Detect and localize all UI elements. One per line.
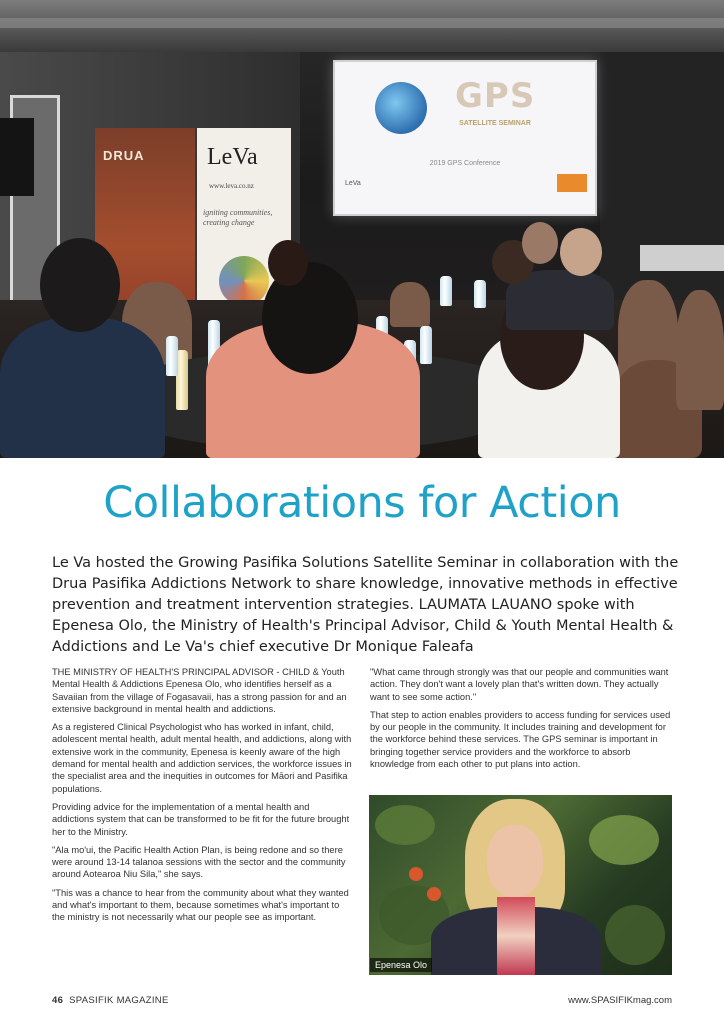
projector-screen xyxy=(333,60,597,216)
orange-logo-icon xyxy=(557,174,587,192)
footer-left xyxy=(52,995,169,1006)
screen-title: GPS xyxy=(455,76,536,116)
water-bottle xyxy=(474,280,486,308)
body-paragraph: That step to action enables providers to access funding for services used by our people in the community. It includes training and development for the workforce behind these services. The GPS seminar is important in bringing together service providers and the workforce to absorb knowledge from each other to put plans into action. xyxy=(370,709,671,770)
page-number: 46 xyxy=(52,995,64,1006)
body-paragraph: "This was a chance to hear from the community about what they wanted and what's important to them, because sometimes what's important to the ministry is not necessarily what our people see as important. xyxy=(52,887,349,923)
mandala-icon xyxy=(219,256,269,306)
body-paragraph: "Ala mo'ui, the Pacific Health Action Plan, is being redone and so there were around 13-14 talanoa sessions with the sector and the community around Aotearoa Niu Sila," she says. xyxy=(52,844,346,880)
conference-photo xyxy=(0,0,724,458)
portrait-caption: Epenesa Olo xyxy=(370,958,432,972)
body-paragraph: As a registered Clinical Psychologist who has worked in infant, child, adolescent mental health, adult mental health, and addictions, along with extensive work in the community, Epenesa is keenly aware of the high demand for mental health and addiction services, the workforce issues in the specialist area and the inequities in outcomes for Māori and Pasifika populations. xyxy=(52,722,352,794)
body-paragraph: THE MINISTRY OF HEALTH'S PRINCIPAL ADVISOR - CHILD & Youth Mental Health & Addictions Epenesa Olo, who identifies herself as a Savaiian from the village of Fogasavaii, has a strong passion for and an extensive background in mental health and addictions. xyxy=(52,667,347,714)
leva-banner-title: LeVa xyxy=(207,144,258,170)
portrait-scarf xyxy=(497,897,535,975)
footer-website: www.SPASIFIKmag.com xyxy=(568,995,672,1006)
screen-logo: LeVa xyxy=(345,180,361,187)
portrait-face xyxy=(487,825,543,897)
globe-logo-icon xyxy=(375,82,427,134)
water-bottle xyxy=(440,276,452,306)
portrait-photo xyxy=(369,795,672,975)
water-bottle xyxy=(166,336,178,376)
body-paragraph: Providing advice for the implementation of a mental health and addictions system that can be transformed to be fit for the future brought her to the Ministry. xyxy=(52,801,350,837)
attendee-head xyxy=(560,228,602,276)
leva-banner-url: www.leva.co.nz xyxy=(209,182,254,190)
flower-icon xyxy=(409,867,423,881)
body-column-left xyxy=(52,666,352,930)
attendee-head xyxy=(522,222,558,264)
chair xyxy=(676,290,724,410)
article-standfirst: Le Va hosted the Growing Pasifika Solutions Satellite Seminar in collaboration with the Drua Pasifika Addictions Network to share knowledge, innovative methods in effective prevention and treatment intervention strategies. LAUMATA LAUANO spoke with Epenesa Olo, the Ministry of Health's Principal Advisor, Child & Youth Mental Health & Addictions and Le Va's chief executive Dr Monique Faleafa xyxy=(52,555,679,655)
leva-banner-tagline: igniting communities, creating change xyxy=(203,208,273,228)
body-column-right xyxy=(370,666,675,776)
article-headline: Collaborations for Action xyxy=(103,478,621,528)
attendee-head xyxy=(268,240,308,286)
right-wall xyxy=(600,52,724,312)
chair xyxy=(390,282,430,327)
drua-banner-title: DRUA xyxy=(103,148,145,163)
wall-panel xyxy=(640,245,724,271)
attendee xyxy=(0,318,165,458)
attendee-head xyxy=(40,238,120,332)
magazine-name: SPASIFIK MAGAZINE xyxy=(69,995,169,1006)
screen-subtitle: SATELLITE SEMINAR xyxy=(459,120,531,127)
speaker xyxy=(0,118,34,196)
flower-icon xyxy=(427,887,441,901)
screen-conference: 2019 GPS Conference xyxy=(429,160,501,167)
water-bottle xyxy=(420,326,432,364)
body-paragraph: "What came through strongly was that our people and communities want action. They don't want a lovely plan that's written down. They actually want to see some action." xyxy=(370,667,669,702)
ceiling xyxy=(0,0,724,52)
